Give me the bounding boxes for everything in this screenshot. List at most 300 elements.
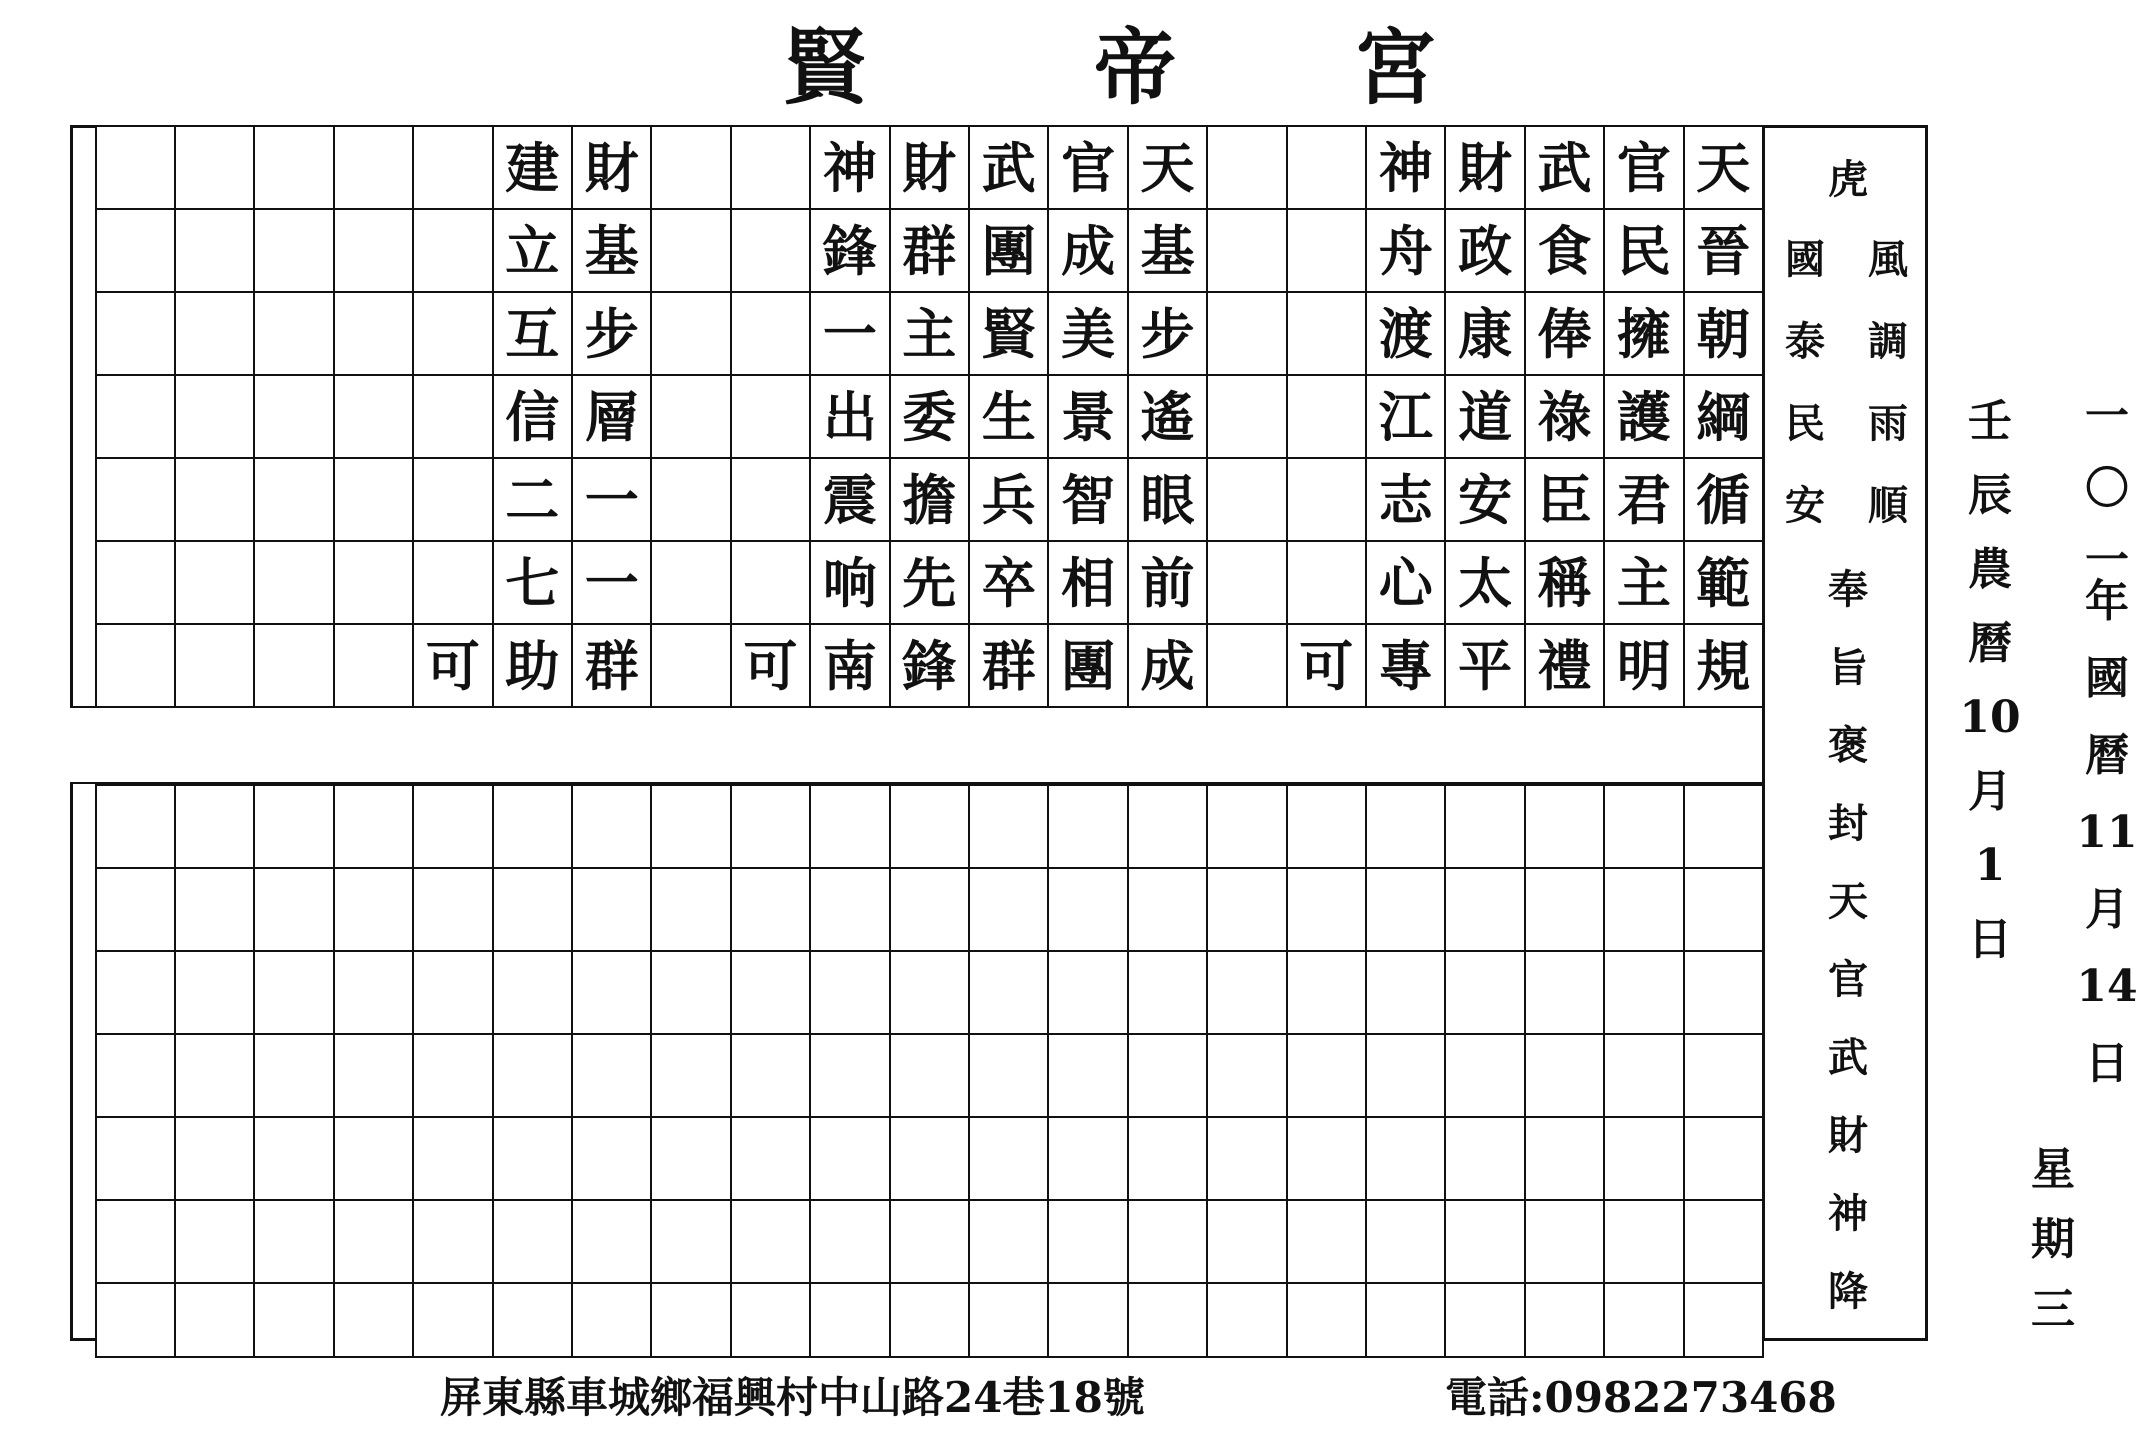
grid-cell bbox=[95, 1116, 176, 1201]
grid-cell bbox=[492, 950, 573, 1035]
grid-cell: 景 bbox=[1047, 374, 1128, 459]
grid-cell: 賢 bbox=[968, 291, 1049, 376]
grid-cell bbox=[253, 867, 334, 952]
grid-cell: 團 bbox=[968, 208, 1049, 293]
grid-cell: 生 bbox=[968, 374, 1049, 459]
grid-cell: 美 bbox=[1047, 291, 1128, 376]
grid-cell bbox=[1047, 1033, 1128, 1118]
grid-cell bbox=[571, 867, 652, 952]
grid-cell bbox=[174, 457, 255, 542]
grid-cell: 智 bbox=[1047, 457, 1128, 542]
grid-cell: 明 bbox=[1603, 623, 1684, 708]
grid-cell: 可 bbox=[412, 623, 493, 708]
title-char: 宮 bbox=[1353, 20, 1436, 116]
grid-cell bbox=[968, 867, 1049, 952]
grid-cell bbox=[809, 950, 890, 1035]
grid-cell: 先 bbox=[889, 540, 970, 625]
grid-cell bbox=[492, 1033, 573, 1118]
grid-cell bbox=[1286, 950, 1367, 1035]
grid-cell bbox=[730, 950, 811, 1035]
grid-cell: 俸 bbox=[1524, 291, 1605, 376]
grid-cell bbox=[412, 1116, 493, 1201]
grid-cell bbox=[253, 1199, 334, 1284]
grid-cell bbox=[650, 1033, 731, 1118]
grid-cell bbox=[95, 291, 176, 376]
grid-cell: 志 bbox=[1365, 457, 1446, 542]
grid-cell: 群 bbox=[571, 623, 652, 708]
grid-cell bbox=[492, 784, 573, 869]
grid-cell bbox=[889, 1199, 970, 1284]
grid-cell bbox=[1683, 784, 1764, 869]
grid-cell bbox=[174, 950, 255, 1035]
grid-cell: 財 bbox=[571, 125, 652, 210]
grid-cell bbox=[809, 1282, 890, 1358]
grid-cell bbox=[889, 1116, 970, 1201]
grid-cell bbox=[1286, 540, 1367, 625]
footer-phone: 電話:0982273468 bbox=[1445, 1373, 1837, 1422]
grid-cell: 建 bbox=[492, 125, 573, 210]
grid-cell bbox=[730, 457, 811, 542]
grid-cell bbox=[1603, 950, 1684, 1035]
grid-cell: 二 bbox=[492, 457, 573, 542]
grid-cell: 七 bbox=[492, 540, 573, 625]
grid-cell: 群 bbox=[968, 623, 1049, 708]
grid-cell: 舟 bbox=[1365, 208, 1446, 293]
decree-column: 奉 旨 褒 封 天 官 武 財 神 降 bbox=[1828, 566, 1868, 1315]
blank-band bbox=[70, 706, 1762, 784]
grid-cell bbox=[174, 1033, 255, 1118]
grid-cell bbox=[253, 125, 334, 210]
grid-cell bbox=[1524, 1199, 1605, 1284]
grid-cell bbox=[333, 291, 414, 376]
title-char: 賢 bbox=[783, 20, 866, 116]
grid-cell bbox=[174, 784, 255, 869]
grid-cell bbox=[253, 374, 334, 459]
grid-cell bbox=[412, 125, 493, 210]
grid-cell bbox=[1365, 1116, 1446, 1201]
grid-cell bbox=[968, 1116, 1049, 1201]
grid-cell bbox=[1206, 784, 1287, 869]
grid-cell bbox=[1365, 950, 1446, 1035]
grid-cell bbox=[809, 867, 890, 952]
grid-cell bbox=[492, 867, 573, 952]
grid-cell bbox=[95, 784, 176, 869]
grid-cell bbox=[889, 1033, 970, 1118]
grid-cell bbox=[95, 457, 176, 542]
grid-cell bbox=[1683, 1282, 1764, 1358]
grid-cell: 响 bbox=[809, 540, 890, 625]
grid-cell bbox=[95, 540, 176, 625]
grid-cell bbox=[1603, 1116, 1684, 1201]
grid-cell bbox=[968, 784, 1049, 869]
grid-cell: 天 bbox=[1127, 125, 1208, 210]
grid-cell bbox=[1127, 1199, 1208, 1284]
grid-cell bbox=[174, 1282, 255, 1358]
grid-cell bbox=[1286, 1033, 1367, 1118]
grid-cell bbox=[492, 1282, 573, 1358]
grid-cell bbox=[1206, 623, 1287, 708]
grid-cell bbox=[1365, 784, 1446, 869]
grid-cell bbox=[650, 623, 731, 708]
grid-cell: 規 bbox=[1683, 623, 1764, 708]
grid-cell: 朝 bbox=[1683, 291, 1764, 376]
grid-cell bbox=[1047, 1199, 1128, 1284]
grid-cell bbox=[95, 623, 176, 708]
grid-cell bbox=[730, 125, 811, 210]
grid-cell bbox=[809, 1116, 890, 1201]
grid-cell: 臣 bbox=[1524, 457, 1605, 542]
grid-cell bbox=[412, 867, 493, 952]
grid-cell bbox=[1524, 784, 1605, 869]
grid-cell bbox=[1286, 867, 1367, 952]
grid-cell: 鋒 bbox=[809, 208, 890, 293]
blessing-left-column: 國 泰 民 安 bbox=[1785, 236, 1825, 529]
grid-cell bbox=[1444, 1282, 1525, 1358]
grid-cell bbox=[174, 1116, 255, 1201]
grid-cell bbox=[1286, 457, 1367, 542]
grid-cell bbox=[1206, 291, 1287, 376]
grid-cell: 層 bbox=[571, 374, 652, 459]
grid-cell: 南 bbox=[809, 623, 890, 708]
grid-cell: 心 bbox=[1365, 540, 1446, 625]
grid-cell bbox=[571, 1116, 652, 1201]
grid-cell bbox=[333, 623, 414, 708]
lunar-date-column: 壬 辰 農 曆 10 月 1 日 bbox=[1959, 396, 2021, 965]
grid-cell bbox=[650, 1116, 731, 1201]
grid-cell bbox=[1524, 867, 1605, 952]
grid-cell: 信 bbox=[492, 374, 573, 459]
grid-cell: 範 bbox=[1683, 540, 1764, 625]
grid-cell bbox=[253, 540, 334, 625]
grid-cell bbox=[333, 457, 414, 542]
grid-cell bbox=[730, 540, 811, 625]
grid-cell: 成 bbox=[1047, 208, 1128, 293]
grid-cell: 稱 bbox=[1524, 540, 1605, 625]
grid-cell bbox=[1206, 540, 1287, 625]
grid-cell: 卒 bbox=[968, 540, 1049, 625]
grid-cell bbox=[1524, 950, 1605, 1035]
blessing-top-char: 虎 bbox=[1828, 156, 1868, 203]
grid-cell bbox=[650, 867, 731, 952]
grid-cell bbox=[1603, 1282, 1684, 1358]
grid-cell bbox=[1683, 1116, 1764, 1201]
grid-cell bbox=[1444, 784, 1525, 869]
grid-cell bbox=[1603, 1033, 1684, 1118]
grid-cell: 眼 bbox=[1127, 457, 1208, 542]
grid-cell bbox=[412, 374, 493, 459]
grid-cell bbox=[1206, 457, 1287, 542]
grid-cell bbox=[730, 208, 811, 293]
grid-cell: 基 bbox=[571, 208, 652, 293]
grid-cell bbox=[1286, 208, 1367, 293]
grid-cell bbox=[730, 291, 811, 376]
grid-cell bbox=[95, 208, 176, 293]
grid-cell bbox=[1127, 1116, 1208, 1201]
grid-cell: 祿 bbox=[1524, 374, 1605, 459]
grid-cell bbox=[412, 950, 493, 1035]
grid-cell: 渡 bbox=[1365, 291, 1446, 376]
grid-cell bbox=[333, 540, 414, 625]
grid-cell: 天 bbox=[1683, 125, 1764, 210]
grid-cell: 晉 bbox=[1683, 208, 1764, 293]
grid-cell: 政 bbox=[1444, 208, 1525, 293]
grid-cell: 成 bbox=[1127, 623, 1208, 708]
grid-cell: 出 bbox=[809, 374, 890, 459]
grid-cell bbox=[730, 374, 811, 459]
grid-cell: 群 bbox=[889, 208, 970, 293]
grid-cell bbox=[412, 291, 493, 376]
grid-cell bbox=[174, 291, 255, 376]
grid-cell: 護 bbox=[1603, 374, 1684, 459]
grid-cell bbox=[650, 1199, 731, 1284]
grid-cell bbox=[1683, 950, 1764, 1035]
grid-cell bbox=[1206, 374, 1287, 459]
grid-cell bbox=[650, 1282, 731, 1358]
grid-cell bbox=[1206, 950, 1287, 1035]
grid-cell bbox=[730, 784, 811, 869]
grid-cell: 太 bbox=[1444, 540, 1525, 625]
grid-cell bbox=[333, 125, 414, 210]
grid-cell bbox=[95, 867, 176, 952]
grid-cell bbox=[1206, 1033, 1287, 1118]
grid-cell bbox=[571, 1033, 652, 1118]
grid-cell: 基 bbox=[1127, 208, 1208, 293]
grid-cell: 主 bbox=[889, 291, 970, 376]
grid-cell bbox=[1127, 784, 1208, 869]
grid-cell bbox=[1444, 1199, 1525, 1284]
grid-cell bbox=[1206, 125, 1287, 210]
grid-cell: 步 bbox=[1127, 291, 1208, 376]
grid-cell bbox=[1286, 1282, 1367, 1358]
grid-cell bbox=[333, 1282, 414, 1358]
grid-cell: 互 bbox=[492, 291, 573, 376]
grid-cell bbox=[1127, 1282, 1208, 1358]
grid-cell bbox=[1603, 784, 1684, 869]
grid-cell bbox=[174, 1199, 255, 1284]
grid-cell bbox=[730, 1199, 811, 1284]
grid-cell bbox=[730, 867, 811, 952]
grid-cell bbox=[253, 1116, 334, 1201]
grid-cell: 一 bbox=[571, 540, 652, 625]
grid-cell bbox=[809, 1199, 890, 1284]
footer-address: 屏東縣車城鄉福興村中山路24巷18號 bbox=[440, 1373, 1145, 1422]
grid-cell bbox=[1444, 1033, 1525, 1118]
grid-cell bbox=[1127, 950, 1208, 1035]
grid-cell bbox=[1206, 1116, 1287, 1201]
grid-cell bbox=[650, 125, 731, 210]
right-panel-divider bbox=[1762, 125, 1765, 1341]
grid-cell bbox=[412, 1033, 493, 1118]
grid-cell bbox=[1047, 950, 1128, 1035]
grid-cell: 委 bbox=[889, 374, 970, 459]
grid-cell bbox=[1365, 867, 1446, 952]
grid-cell: 遙 bbox=[1127, 374, 1208, 459]
grid-cell bbox=[650, 457, 731, 542]
grid-cell bbox=[1047, 867, 1128, 952]
grid-cell bbox=[1683, 1199, 1764, 1284]
grid-cell: 震 bbox=[809, 457, 890, 542]
grid-cell: 擔 bbox=[889, 457, 970, 542]
grid-cell: 財 bbox=[1444, 125, 1525, 210]
gregorian-year-number: 一 〇 一 bbox=[2085, 391, 2129, 586]
grid-cell bbox=[174, 125, 255, 210]
grid-cell bbox=[650, 784, 731, 869]
title-char: 帝 bbox=[1093, 20, 1176, 116]
grid-cell: 道 bbox=[1444, 374, 1525, 459]
grid-cell: 助 bbox=[492, 623, 573, 708]
grid-cell bbox=[1365, 1282, 1446, 1358]
grid-cell bbox=[333, 1033, 414, 1118]
grid-cell bbox=[968, 1033, 1049, 1118]
grid-cell bbox=[333, 1199, 414, 1284]
grid-cell: 一 bbox=[809, 291, 890, 376]
grid-cell bbox=[412, 457, 493, 542]
grid-cell bbox=[1286, 374, 1367, 459]
grid-cell bbox=[1603, 1199, 1684, 1284]
grid-cell bbox=[333, 1116, 414, 1201]
grid-cell bbox=[650, 208, 731, 293]
grid-cell bbox=[1444, 950, 1525, 1035]
grid-cell bbox=[1444, 867, 1525, 952]
grid-cell bbox=[1047, 1282, 1128, 1358]
gregorian-date-column: 年 國 曆 11 月 14 日 bbox=[2076, 576, 2138, 1089]
grid-cell: 江 bbox=[1365, 374, 1446, 459]
grid-cell bbox=[571, 1199, 652, 1284]
grid-cell bbox=[889, 950, 970, 1035]
grid-cell bbox=[253, 208, 334, 293]
grid-cell bbox=[1286, 291, 1367, 376]
grid-cell bbox=[333, 374, 414, 459]
grid-cell bbox=[571, 784, 652, 869]
weekday-column: 星 期 三 bbox=[2031, 1144, 2075, 1335]
grid-cell bbox=[650, 374, 731, 459]
grid-cell bbox=[412, 208, 493, 293]
grid-cell bbox=[571, 950, 652, 1035]
grid-cell bbox=[1127, 867, 1208, 952]
grid-cell bbox=[1524, 1116, 1605, 1201]
grid-cell bbox=[412, 1199, 493, 1284]
grid-cell bbox=[889, 867, 970, 952]
grid-cell: 步 bbox=[571, 291, 652, 376]
grid-cell bbox=[253, 623, 334, 708]
grid-cell bbox=[1524, 1282, 1605, 1358]
grid-cell bbox=[1365, 1033, 1446, 1118]
grid-cell bbox=[253, 950, 334, 1035]
grid-cell bbox=[968, 1282, 1049, 1358]
grid-cell bbox=[253, 457, 334, 542]
grid-cell bbox=[1365, 1199, 1446, 1284]
grid-cell bbox=[571, 1282, 652, 1358]
grid-cell bbox=[1444, 1116, 1525, 1201]
grid-cell bbox=[650, 291, 731, 376]
grid-cell bbox=[1286, 784, 1367, 869]
grid-cell bbox=[968, 1199, 1049, 1284]
grid-cell: 武 bbox=[1524, 125, 1605, 210]
grid-cell bbox=[333, 950, 414, 1035]
grid-cell: 團 bbox=[1047, 623, 1128, 708]
grid-cell bbox=[95, 1199, 176, 1284]
grid-cell: 食 bbox=[1524, 208, 1605, 293]
grid-cell bbox=[174, 867, 255, 952]
grid-cell bbox=[333, 208, 414, 293]
grid-cell bbox=[968, 950, 1049, 1035]
grid-cell: 武 bbox=[968, 125, 1049, 210]
grid-cell bbox=[1286, 1116, 1367, 1201]
grid-cell bbox=[95, 1282, 176, 1358]
grid-cell: 禮 bbox=[1524, 623, 1605, 708]
grid-cell bbox=[1206, 1199, 1287, 1284]
grid-cell bbox=[1206, 1282, 1287, 1358]
grid-cell bbox=[95, 950, 176, 1035]
grid-cell bbox=[1683, 1033, 1764, 1118]
grid-cell bbox=[650, 950, 731, 1035]
grid-cell bbox=[650, 540, 731, 625]
grid-cell bbox=[1047, 784, 1128, 869]
grid-cell: 立 bbox=[492, 208, 573, 293]
grid-cell bbox=[889, 784, 970, 869]
grid-cell bbox=[333, 867, 414, 952]
grid-cell: 財 bbox=[889, 125, 970, 210]
grid-cell: 主 bbox=[1603, 540, 1684, 625]
grid-cell: 官 bbox=[1603, 125, 1684, 210]
grid-cell: 專 bbox=[1365, 623, 1446, 708]
grid-cell: 綱 bbox=[1683, 374, 1764, 459]
grid-cell bbox=[1127, 1033, 1208, 1118]
grid-cell: 安 bbox=[1444, 457, 1525, 542]
grid-cell: 君 bbox=[1603, 457, 1684, 542]
grid-cell: 兵 bbox=[968, 457, 1049, 542]
grid-cell bbox=[253, 784, 334, 869]
grid-cell bbox=[492, 1199, 573, 1284]
grid-cell bbox=[253, 1282, 334, 1358]
grid-cell bbox=[174, 540, 255, 625]
grid-cell bbox=[412, 540, 493, 625]
grid-cell: 康 bbox=[1444, 291, 1525, 376]
grid-cell: 官 bbox=[1047, 125, 1128, 210]
grid-cell bbox=[1206, 208, 1287, 293]
grid-cell bbox=[730, 1282, 811, 1358]
grid-cell bbox=[95, 374, 176, 459]
grid-cell bbox=[492, 1116, 573, 1201]
grid-cell: 神 bbox=[809, 125, 890, 210]
grid-cell bbox=[1286, 125, 1367, 210]
grid-cell bbox=[174, 208, 255, 293]
grid-cell bbox=[1524, 1033, 1605, 1118]
grid-cell: 鋒 bbox=[889, 623, 970, 708]
grid-cell bbox=[333, 784, 414, 869]
grid-cell bbox=[412, 784, 493, 869]
grid-cell: 可 bbox=[730, 623, 811, 708]
grid-cell: 神 bbox=[1365, 125, 1446, 210]
grid-cell bbox=[730, 1116, 811, 1201]
grid-cell bbox=[95, 1033, 176, 1118]
grid-cell: 循 bbox=[1683, 457, 1764, 542]
grid-cell: 相 bbox=[1047, 540, 1128, 625]
grid-cell bbox=[253, 291, 334, 376]
grid-cell bbox=[253, 1033, 334, 1118]
grid-cell bbox=[1603, 867, 1684, 952]
grid-cell bbox=[174, 374, 255, 459]
grid-cell bbox=[809, 1033, 890, 1118]
grid-cell bbox=[730, 1033, 811, 1118]
grid-cell: 平 bbox=[1444, 623, 1525, 708]
grid-cell bbox=[95, 125, 176, 210]
blessing-right-column: 風 調 雨 順 bbox=[1868, 236, 1908, 529]
grid-cell bbox=[809, 784, 890, 869]
grid-cell bbox=[412, 1282, 493, 1358]
grid-cell bbox=[1683, 867, 1764, 952]
grid-cell: 民 bbox=[1603, 208, 1684, 293]
